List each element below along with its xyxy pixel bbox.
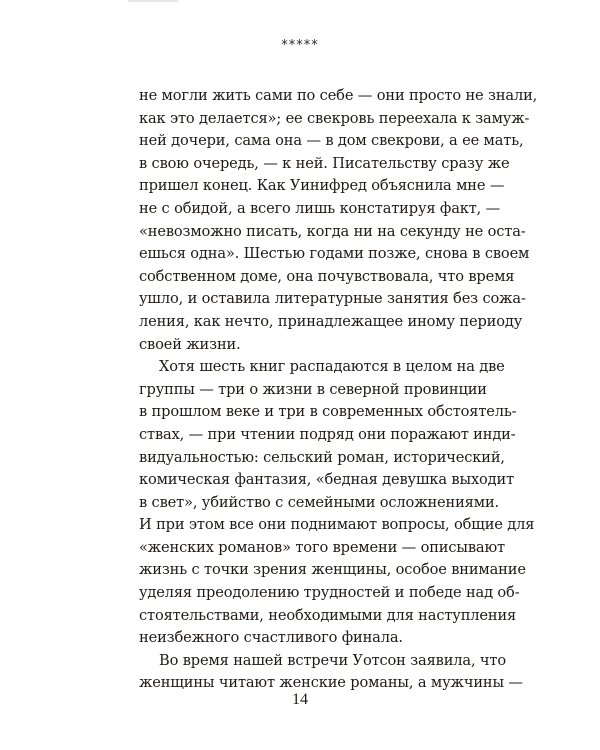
text-line: жизнь с точки зрения женщины, особое внимание — [139, 561, 526, 579]
body-text — [139, 85, 538, 695]
text-line: в свет», убийство с семейными осложнениями. — [139, 493, 500, 511]
paragraph-start-line: Во время нашей встречи Уотсон заявила, что — [159, 651, 506, 669]
text-line: видуальностью: сельский роман, исторический, — [139, 448, 505, 466]
paragraph-start-line: Хотя шесть книг распадаются в целом на две — [159, 358, 505, 376]
text-line: уделяя преодолению трудностей и победе над об- — [139, 584, 520, 602]
text-line: собственном доме, она почувствовала, что время — [139, 267, 515, 285]
text-line: стоятельствами, необходимыми для наступления — [139, 606, 517, 624]
text-line: ствах, — при чтении подряд они поражают инди- — [139, 425, 516, 443]
text-line: ней дочери, сама она — в дом свекрови, а ее мать, — [139, 132, 524, 150]
paragraph-end-line: своей жизни. — [139, 335, 241, 353]
text-line: как это делается»; ее свекровь переехала к замуж- — [139, 109, 530, 127]
text-line: не с обидой, а всего лишь констатируя факт, — — [139, 199, 501, 217]
text-line: ешься одна». Шестью годами позже, снова в своем — [139, 245, 530, 263]
text-line: ления, как нечто, принадлежащее иному периоду — [139, 312, 523, 330]
paragraph-end-line: неизбежного счастливого финала. — [139, 629, 403, 647]
text-line: пришел конец. Как Уинифред объяснила мне — — [139, 177, 505, 195]
text-line: ушло, и оставила литературные занятия без сожа- — [139, 290, 526, 308]
text-line: группы — три о жизни в северной провинции — [139, 380, 487, 398]
scan-artifact — [128, 0, 178, 2]
text-line: «невозможно писать, когда ни на секунду не оста- — [139, 222, 526, 240]
text-line: в прошлом веке и три в современных обстоятель- — [139, 403, 517, 421]
section-break-ornament: ***** — [281, 38, 319, 53]
page-number: 14 — [292, 691, 308, 708]
text-line: «женских романов» того времени — описывают — [139, 538, 505, 556]
text-line: в свою очередь, — к ней. Писательству сразу же — [139, 154, 510, 172]
text-line: женщины читают женские романы, а мужчины — — [139, 674, 523, 692]
text-line: не могли жить сами по себе — они просто не знали, — [139, 87, 538, 104]
text-line: И при этом все они поднимают вопросы, общие для — [139, 516, 535, 534]
text-line: комическая фантазия, «бедная девушка выходит — [139, 471, 515, 489]
